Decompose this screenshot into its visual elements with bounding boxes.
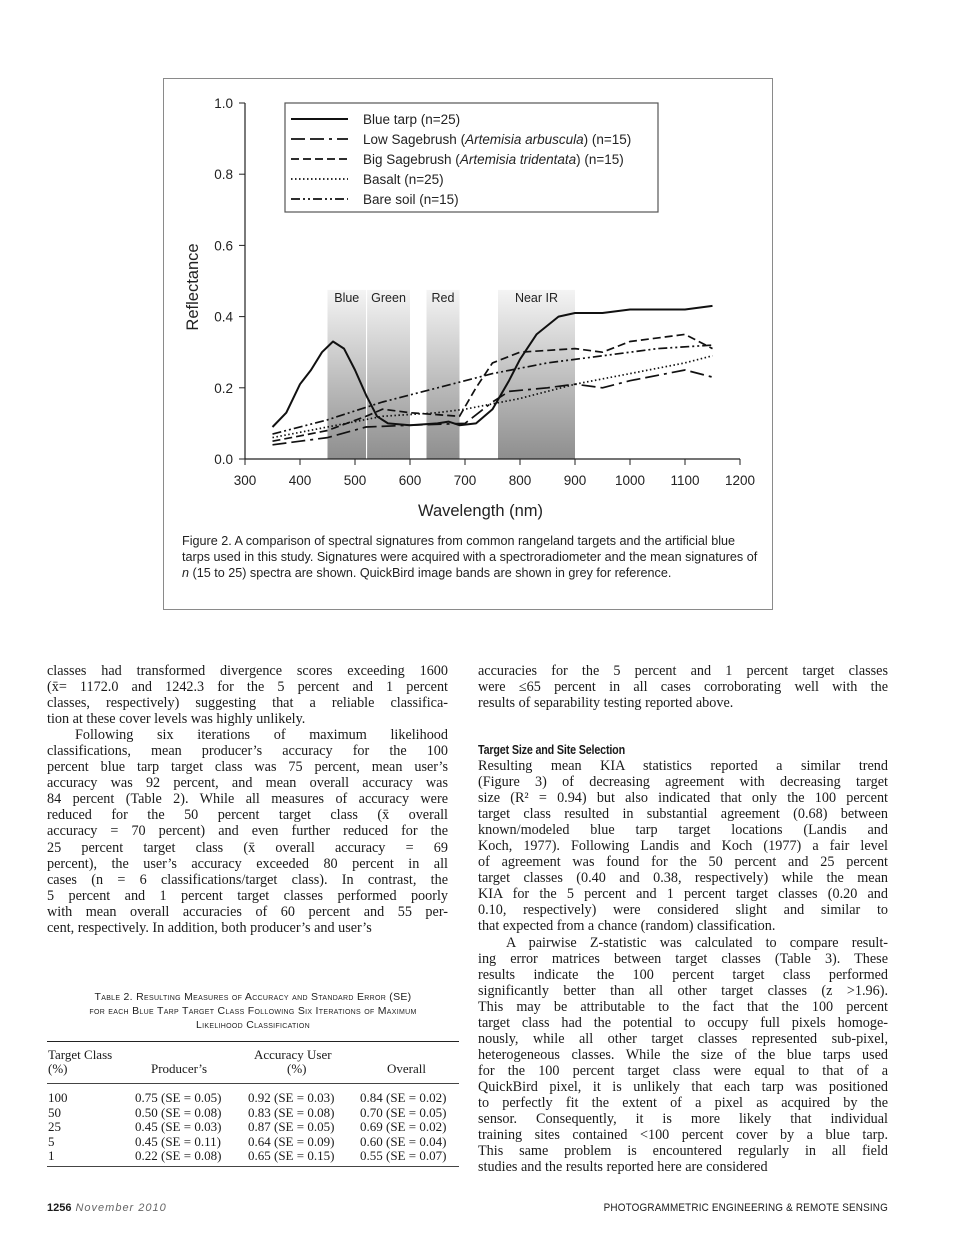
table-row xyxy=(47,1120,459,1135)
header-accuracy-user: Accuracy User xyxy=(254,1047,332,1062)
header-target-class-unit: (%) xyxy=(48,1061,68,1076)
page-number: 1256 xyxy=(47,1202,72,1214)
table-cell: 0.45 (SE = 0.11) xyxy=(135,1133,221,1149)
text-line: of agreement was found for the 50 percent and 25 percent xyxy=(478,854,888,871)
issue-date: November 2010 xyxy=(75,1202,167,1214)
band-green xyxy=(367,290,410,459)
text-line: A pairwise Z-statistic was calculated to compare result- xyxy=(506,934,888,951)
table-cell: 5 xyxy=(48,1133,55,1149)
text-line: percent blue tarp target class was 75 percent, mean user’s xyxy=(47,759,448,776)
text-line: QuickBird pixel, it is unlikely that each tarp was positioned xyxy=(478,1078,888,1095)
text-line: This same problem is encountered regularly in all field xyxy=(478,1143,888,1160)
table-cell: 0.83 (SE = 0.08) xyxy=(248,1104,335,1120)
text-line: ing error matrices between target classes (Table 3). These xyxy=(478,950,888,967)
spectral-signature-chart xyxy=(164,79,771,529)
text-line: studies and the results reported here are considered xyxy=(478,1159,768,1176)
text-line: known/modeled blue tarp target locations (Landis and xyxy=(478,822,888,839)
table-title-line: Table 2. Resulting Measures of Accuracy and Standard Error (SE) xyxy=(94,991,412,1003)
table-cell: 0.64 (SE = 0.09) xyxy=(248,1133,335,1149)
table-cell: 0.45 (SE = 0.03) xyxy=(135,1119,222,1134)
x-tick-label: 700 xyxy=(453,473,477,488)
x-tick-label: 1000 xyxy=(614,473,646,488)
text-line: results indicate the 100 percent target class performed xyxy=(478,966,888,983)
caption-text: (15 to 25) spectra are shown. QuickBird image bands are shown in grey for reference. xyxy=(189,566,672,580)
header-overall: Overall xyxy=(387,1061,426,1076)
text-line: (x̄= 1172.0 and 1242.3 for the 5 percent and 1 percent xyxy=(47,679,448,696)
x-tick-label: 900 xyxy=(563,473,587,488)
table-cell: 0.92 (SE = 0.03) xyxy=(248,1090,335,1105)
caption-text: n xyxy=(182,566,190,580)
section-heading: Target Size and Site Selection xyxy=(478,743,625,757)
table-title xyxy=(44,990,462,1032)
y-tick-label: 0.4 xyxy=(214,309,233,325)
legend-text: Bare soil (n=15) xyxy=(363,192,459,207)
legend-text: ) (n=15) xyxy=(583,132,632,147)
left-column-text xyxy=(47,663,448,936)
legend-entry xyxy=(363,192,459,207)
table-row xyxy=(47,1091,459,1106)
header-accuracy-user-unit: (%) xyxy=(287,1061,307,1076)
band-label: Near IR xyxy=(514,290,559,305)
table-cell: 1 xyxy=(48,1148,55,1163)
legend-text: Blue tarp (n=25) xyxy=(363,112,461,127)
table-row xyxy=(47,1149,459,1164)
x-axis-label: Wavelength (nm) xyxy=(417,502,544,520)
table-cell: 50 xyxy=(48,1104,61,1120)
table-cell: 0.50 (SE = 0.08) xyxy=(135,1104,222,1120)
y-tick-label: 0.0 xyxy=(214,452,233,467)
table-title-line: Likelihood Classification xyxy=(196,1019,310,1031)
text-line: KIA for the 5 percent and 1 percent target classes (0.20 and xyxy=(478,886,888,903)
x-tick-label: 300 xyxy=(233,473,257,488)
x-tick-label: 800 xyxy=(508,473,532,488)
text-line: tion at these cover levels was highly unlikely. xyxy=(47,711,306,728)
band-red xyxy=(427,290,460,459)
table-cell: 0.69 (SE = 0.02) xyxy=(360,1119,447,1134)
text-line: nously, while all other target classes represented sub-pixel, xyxy=(478,1030,888,1047)
text-line: cases (n = 6 classifications/target class). In contrast, the xyxy=(47,871,448,888)
y-axis-label: Reflectance xyxy=(184,243,202,331)
legend-text: Artemisia arbuscula xyxy=(465,132,584,147)
y-tick-label: 1.0 xyxy=(214,96,233,111)
table-cell: 0.70 (SE = 0.05) xyxy=(360,1104,447,1120)
text-line: were ≤65 percent in all cases corroborating well with the xyxy=(478,679,888,696)
text-line: target class had the potential to occupy full pixels homoge- xyxy=(478,1014,888,1031)
table-bottom-rule xyxy=(47,1166,459,1167)
table-cell: 0.84 (SE = 0.02) xyxy=(360,1090,447,1105)
table-cell: 0.75 (SE = 0.05) xyxy=(135,1090,222,1105)
band-label: Red xyxy=(431,290,455,305)
text-line: percent), the user’s accuracy exceeded 80 percent in all xyxy=(47,855,448,872)
text-line: Following six iterations of maximum likelihood xyxy=(75,727,448,744)
text-line: significantly better than all other target classes (z >1.96). xyxy=(478,982,888,999)
y-tick-label: 0.2 xyxy=(214,380,233,396)
text-line: (Figure 3) of decreasing agreement with decreasing target xyxy=(478,774,888,791)
x-tick-label: 1100 xyxy=(670,473,700,488)
table-cell: 100 xyxy=(48,1090,68,1105)
table-cell: 25 xyxy=(48,1119,61,1134)
text-line: sensor. Consequently, it is more likely that individual xyxy=(478,1111,888,1128)
text-line: 0.10, respectively) were considered slight and similar to xyxy=(478,902,888,919)
table-header xyxy=(47,1042,459,1083)
text-line: 25 percent target class (x̄ overall accuracy = 69 xyxy=(47,839,448,856)
table-cell: 0.65 (SE = 0.15) xyxy=(248,1148,335,1163)
text-line: classes had transformed divergence scores exceeding 1600 xyxy=(47,663,448,679)
legend-text: Low Sagebrush ( xyxy=(363,132,466,147)
text-line: Koch, 1977). Following Landis and Koch (1977) a fair level xyxy=(478,838,888,855)
x-tick-label: 1200 xyxy=(724,473,756,488)
legend-entry xyxy=(363,112,460,127)
legend-text: Basalt (n=25) xyxy=(363,172,444,187)
table-body xyxy=(47,1091,459,1164)
text-line: Resulting mean KIA statistics reported a similar trend xyxy=(478,758,888,774)
legend-entry xyxy=(363,132,631,147)
legend-text: Big Sagebrush ( xyxy=(363,152,460,167)
header-target-class: Target Class xyxy=(48,1047,113,1062)
text-line: that expected from a chance (random) classification. xyxy=(478,918,776,935)
table-cell: 0.55 (SE = 0.07) xyxy=(360,1148,447,1163)
right-column-text-bottom xyxy=(478,758,888,1175)
footer-left xyxy=(47,1202,167,1214)
table-row xyxy=(47,1106,459,1121)
x-tick-label: 500 xyxy=(343,473,367,488)
band-label: Green xyxy=(371,290,406,305)
journal-name: PHOTOGRAMMETRIC ENGINEERING & REMOTE SENSING xyxy=(603,1202,888,1214)
x-tick-label: 600 xyxy=(398,473,422,488)
text-line: accuracies for the 5 percent and 1 percent target classes xyxy=(478,663,888,679)
text-line: classes, respectively) suggesting that a reliable classifica- xyxy=(47,695,448,712)
figure-caption xyxy=(182,533,762,581)
legend-entry xyxy=(363,172,444,187)
legend-text: ) (n=15) xyxy=(576,152,624,167)
text-line: 84 percent (Table 2). While all measures of accuracy were xyxy=(47,791,448,808)
text-line: for the 100 percent target class were equal to that of a xyxy=(478,1062,888,1079)
accuracy-table xyxy=(47,1041,459,1167)
table-cell: 0.22 (SE = 0.08) xyxy=(135,1148,222,1163)
table-cell: 0.87 (SE = 0.05) xyxy=(248,1119,335,1134)
text-line: heterogeneous classes. While the size of the blue tarps used xyxy=(478,1046,888,1063)
text-line: results of separability testing reported above. xyxy=(478,695,734,712)
header-producers: Producer’s xyxy=(151,1061,208,1076)
text-line: with mean overall accuracies of 60 percent and 55 per- xyxy=(47,903,448,920)
x-tick-label: 400 xyxy=(288,473,312,488)
band-label: Blue xyxy=(334,290,360,305)
legend-entry xyxy=(363,152,624,167)
table-title-line: for each Blue Tarp Target Class Following Six Iterations of Maximum xyxy=(89,1005,417,1017)
text-line: reduced for the 50 percent target class (x̄ overall xyxy=(47,807,448,824)
text-line: 5 percent and 1 percent target classes performed poorly xyxy=(47,887,448,904)
text-line: accuracy was 92 percent, and mean overall accuracy was xyxy=(47,775,448,792)
text-line: cent, respectively. In addition, both producer’s and user’s xyxy=(47,919,372,936)
text-line: classifications, mean producer’s accuracy for the 100 xyxy=(47,743,448,760)
text-line: accuracy = 70 percent) and even further reduced for the xyxy=(47,823,448,840)
caption-text: Figure 2. A comparison of spectral signatures from common rangeland targets and the artificial blue tarps used in this study. Signatures were acquired with a spectroradiometer and the mean signatures of xyxy=(182,534,758,564)
text-line: size (R² = 0.94) but also indicated that only the 100 percent xyxy=(478,790,888,807)
figure-2 xyxy=(163,78,773,610)
text-line: training sites contained <100 percent cover by a blue tarp. xyxy=(478,1127,888,1144)
table-row xyxy=(47,1135,459,1150)
legend-text: Artemisia tridentata xyxy=(459,152,577,167)
text-line: target classes (0.40 and 0.38, respectively) while the mean xyxy=(478,870,888,887)
band-blue xyxy=(328,290,367,459)
table-cell: 0.60 (SE = 0.04) xyxy=(360,1133,447,1149)
text-line: to perfectly fit the extent of a pixel as acquired by the xyxy=(478,1094,888,1111)
text-line: target class resulted in substantial agreement (0.68) between xyxy=(478,806,888,823)
y-tick-label: 0.6 xyxy=(214,238,233,254)
text-line: This may be attributable to the fact that the 100 percent xyxy=(478,998,888,1015)
y-tick-label: 0.8 xyxy=(214,167,233,183)
right-column-text-top xyxy=(478,663,888,711)
